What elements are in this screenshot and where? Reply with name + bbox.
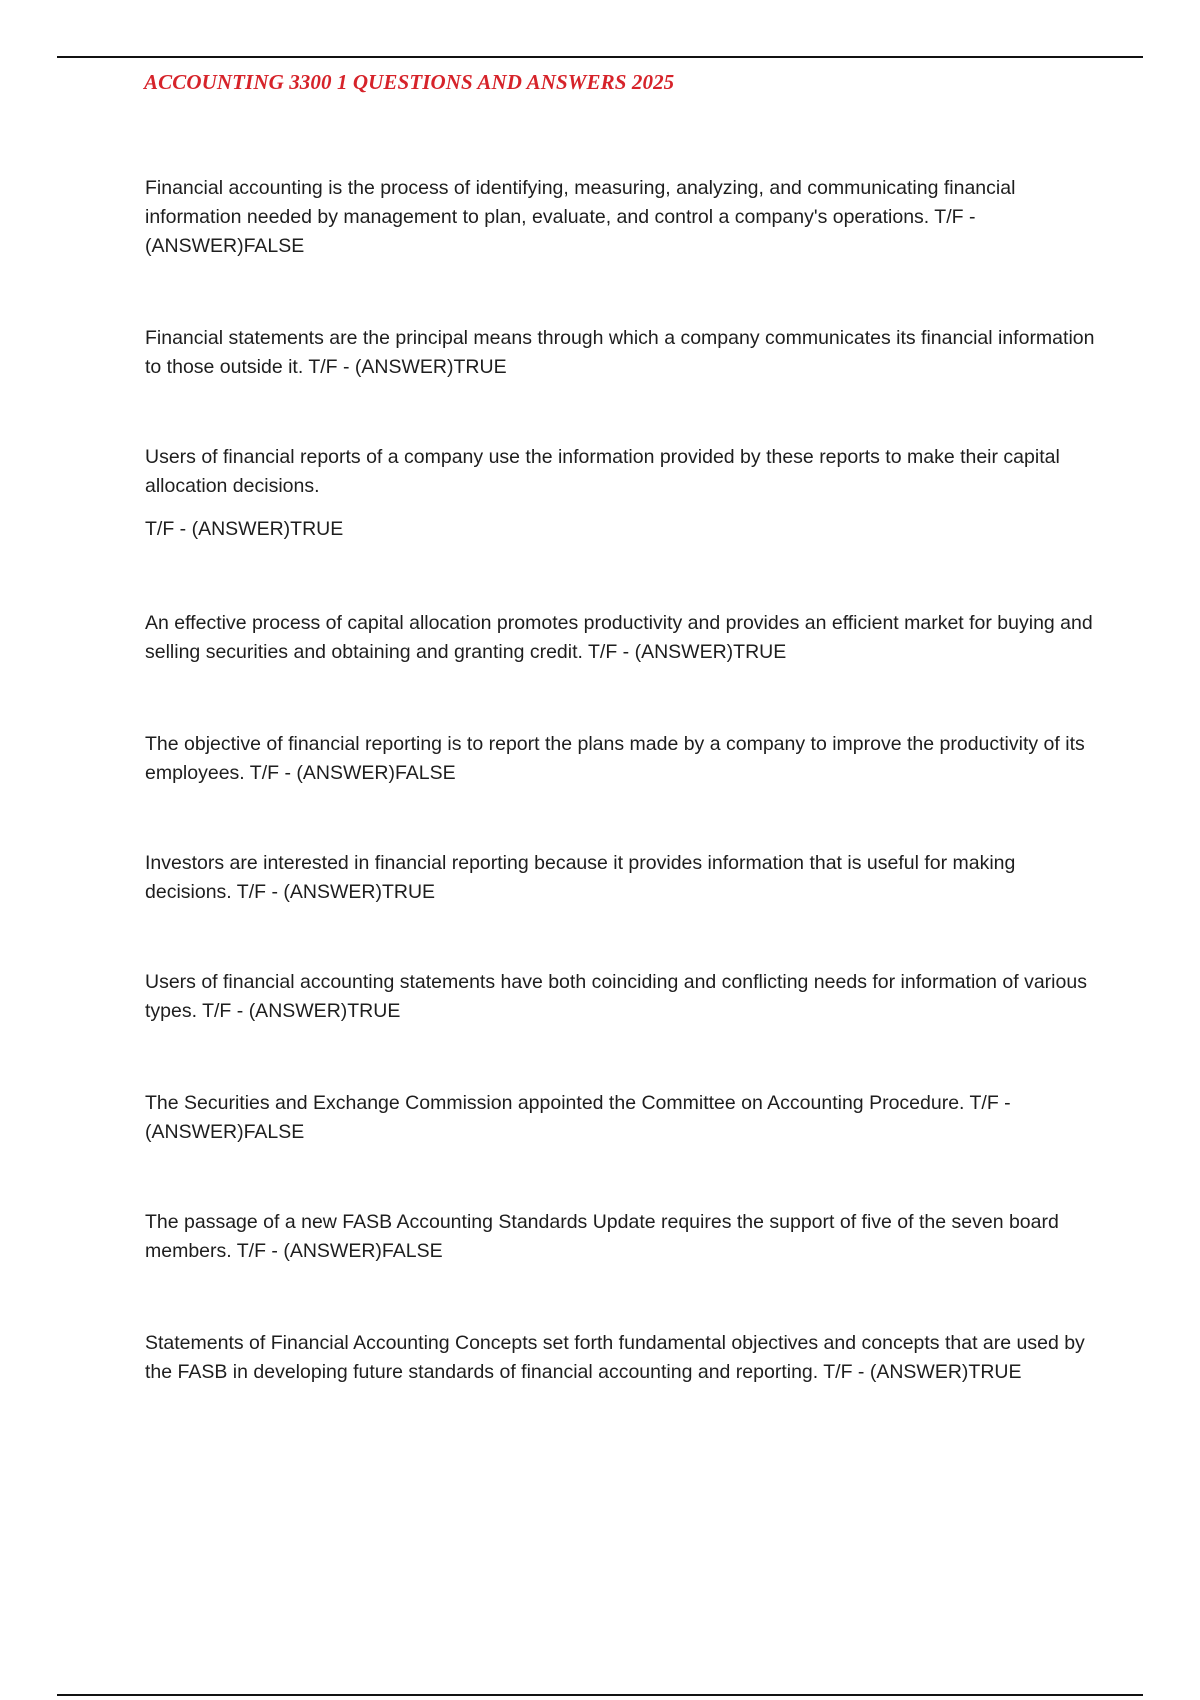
qa-text xyxy=(145,730,1095,788)
qa-item-10 xyxy=(145,1329,1095,1387)
answer-separator: - xyxy=(617,641,635,663)
qa-text xyxy=(145,324,1095,382)
question-text: Financial accounting is the process of identifying, measuring, analyzing, and communicating financial information needed by management to plan, evaluate, and control a company's operations. T/F xyxy=(145,177,1016,228)
answer-text: (ANSWER)TRUE xyxy=(634,641,787,663)
answer-separator: - xyxy=(174,518,192,540)
question-text: Investors are interested in financial reporting because it provides information that is useful for making decisions. T/F xyxy=(145,852,1016,903)
qa-text xyxy=(145,849,1095,907)
answer-separator: - xyxy=(337,356,355,378)
qa-text xyxy=(145,1329,1095,1387)
answer-line xyxy=(145,515,1095,544)
answer-separator: - xyxy=(231,1000,249,1022)
bottom-rule xyxy=(57,1694,1143,1696)
question-text: An effective process of capital allocation promotes productivity and provides an efficient market for buying and selling securities and obtaining and granting credit. T/F xyxy=(145,612,1093,663)
answer-separator: - xyxy=(998,1092,1011,1114)
answer-text: (ANSWER)FALSE xyxy=(296,762,456,784)
top-rule xyxy=(57,56,1143,58)
qa-text xyxy=(145,1089,1095,1147)
qa-item-2 xyxy=(145,324,1095,382)
qa-item-8 xyxy=(145,1089,1095,1147)
qa-text xyxy=(145,174,1095,261)
answer-separator: - xyxy=(963,206,976,228)
answer-text: (ANSWER)TRUE xyxy=(191,518,344,540)
answer-text: (ANSWER)TRUE xyxy=(354,356,507,378)
question-text: The Securities and Exchange Commission appointed the Committee on Accounting Procedure. T/F xyxy=(145,1092,999,1114)
question-text: The passage of a new FASB Accounting Standards Update requires the support of five of the seven board members. T/F xyxy=(145,1211,1059,1262)
question-text: The objective of financial reporting is to report the plans made by a company to improve the productivity of its employees. T/F xyxy=(145,733,1085,784)
answer-text: (ANSWER)FALSE xyxy=(283,1240,443,1262)
question-text: Financial statements are the principal means through which a company communicates its financial information to those outside it. T/F xyxy=(145,327,1095,378)
qa-item-4 xyxy=(145,609,1095,667)
answer-text: (ANSWER)FALSE xyxy=(145,235,305,257)
answer-text: (ANSWER)TRUE xyxy=(283,881,436,903)
document-title: ACCOUNTING 3300 1 QUESTIONS AND ANSWERS 2025 xyxy=(144,70,675,94)
answer-separator: - xyxy=(279,762,297,784)
answer-prefix: T/F xyxy=(145,518,175,540)
answer-text: (ANSWER)TRUE xyxy=(869,1361,1022,1383)
qa-text xyxy=(145,609,1095,667)
qa-item-7 xyxy=(145,968,1095,1026)
answer-text: (ANSWER)TRUE xyxy=(248,1000,401,1022)
qa-item-3 xyxy=(145,443,1095,544)
qa-text xyxy=(145,968,1095,1026)
answer-text: (ANSWER)FALSE xyxy=(145,1121,305,1143)
answer-separator: - xyxy=(266,1240,284,1262)
question-text: Users of financial reports of a company use the information provided by these reports to make their capital allocation decisions. xyxy=(145,446,1060,497)
qa-text xyxy=(145,1208,1095,1266)
qa-item-5 xyxy=(145,730,1095,788)
question-text: Statements of Financial Accounting Concepts set forth fundamental objectives and concepts that are used by the FASB in developing future standards of financial accounting and reporting. T/F xyxy=(145,1332,1085,1383)
qa-item-6 xyxy=(145,849,1095,907)
question-text: Users of financial accounting statements have both coinciding and conflicting needs for information of various types. T/F xyxy=(145,971,1087,1022)
answer-separator: - xyxy=(852,1361,870,1383)
qa-item-9 xyxy=(145,1208,1095,1266)
answer-separator: - xyxy=(266,881,284,903)
qa-item-1 xyxy=(145,174,1095,261)
